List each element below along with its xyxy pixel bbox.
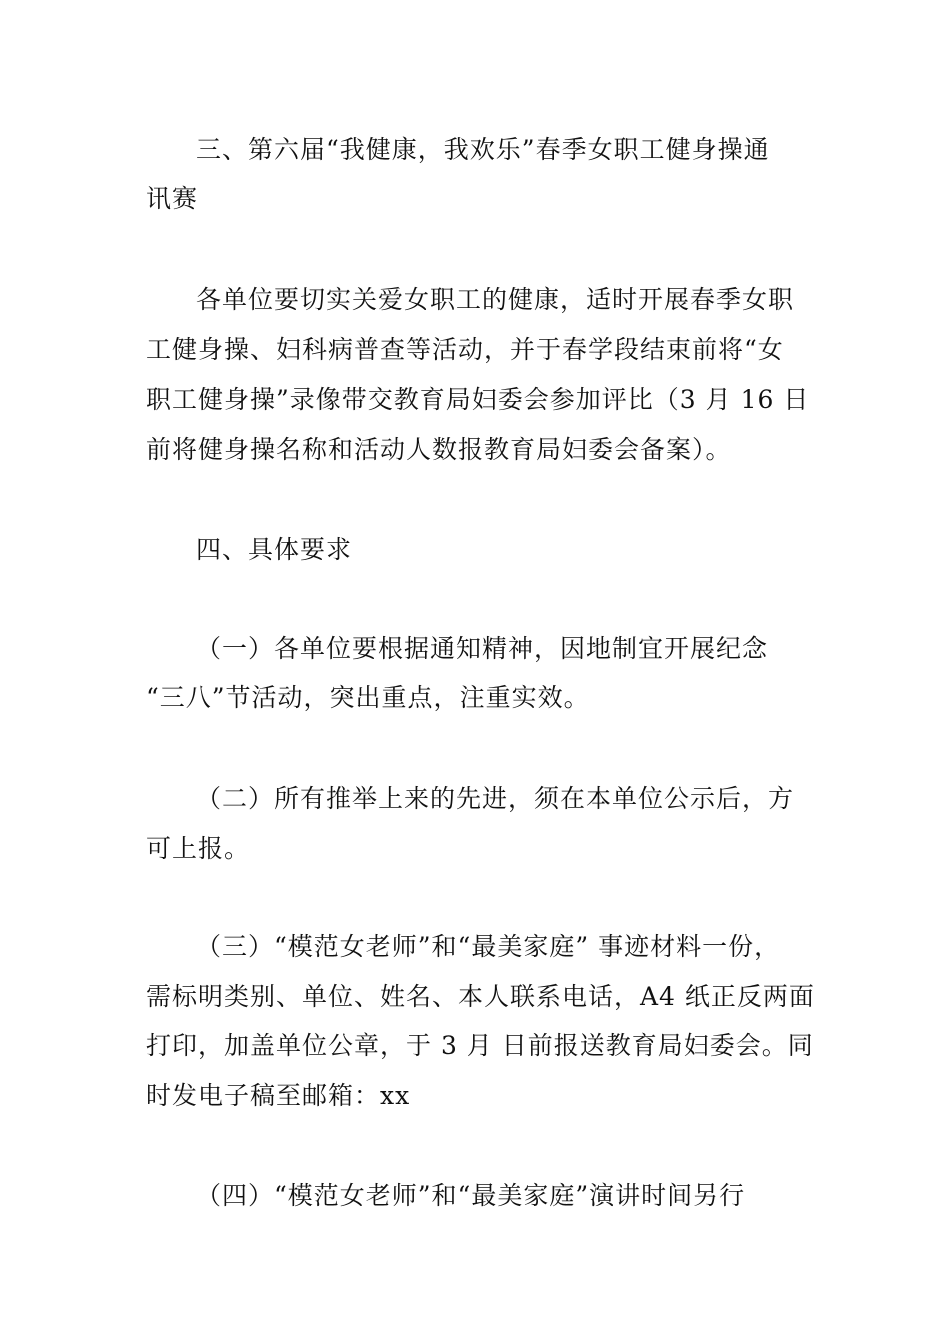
item-2-line-2: 可上报。 (146, 834, 251, 863)
item-2-line-1: （二）所有推举上来的先进，须在本单位公示后，方 (196, 784, 795, 813)
section-3-paragraph-line-3: 职工健身操”录像带交教育局妇委会参加评比（3 月 16 日 (146, 385, 810, 414)
section-3-heading-line-2: 讯赛 (146, 184, 199, 213)
section-3-heading-line-1: 三、第六届“我健康，我欢乐”春季女职工健身操通 (196, 135, 770, 164)
item-3-line-1: （三）“模范女老师”和“最美家庭” 事迹材料一份， (196, 932, 781, 961)
item-1-line-2: “三八”节活动，突出重点，注重实效。 (146, 683, 590, 712)
item-3-line-4: 时发电子稿至邮箱：xx (146, 1081, 411, 1110)
section-4-heading: 四、具体要求 (196, 535, 353, 564)
section-3-paragraph-line-4: 前将健身操名称和活动人数报教育局妇委会备案）。 (146, 435, 732, 464)
item-3-line-3: 打印，加盖单位公章，于 3 月 日前报送教育局妇委会。同 (146, 1031, 814, 1060)
item-3-line-2: 需标明类别、单位、姓名、本人联系电话，A4 纸正反两面 (146, 982, 815, 1011)
section-3-paragraph-line-2: 工健身操、妇科病普查等活动，并于春学段结束前将“女 (146, 335, 784, 364)
section-3-paragraph-line-1: 各单位要切实关爱女职工的健康，适时开展春季女职 (196, 285, 795, 314)
item-1-line-1: （一）各单位要根据通知精神，因地制宜开展纪念 (196, 634, 769, 663)
item-4-line-1: （四）“模范女老师”和“最美家庭”演讲时间另行 (196, 1181, 746, 1210)
